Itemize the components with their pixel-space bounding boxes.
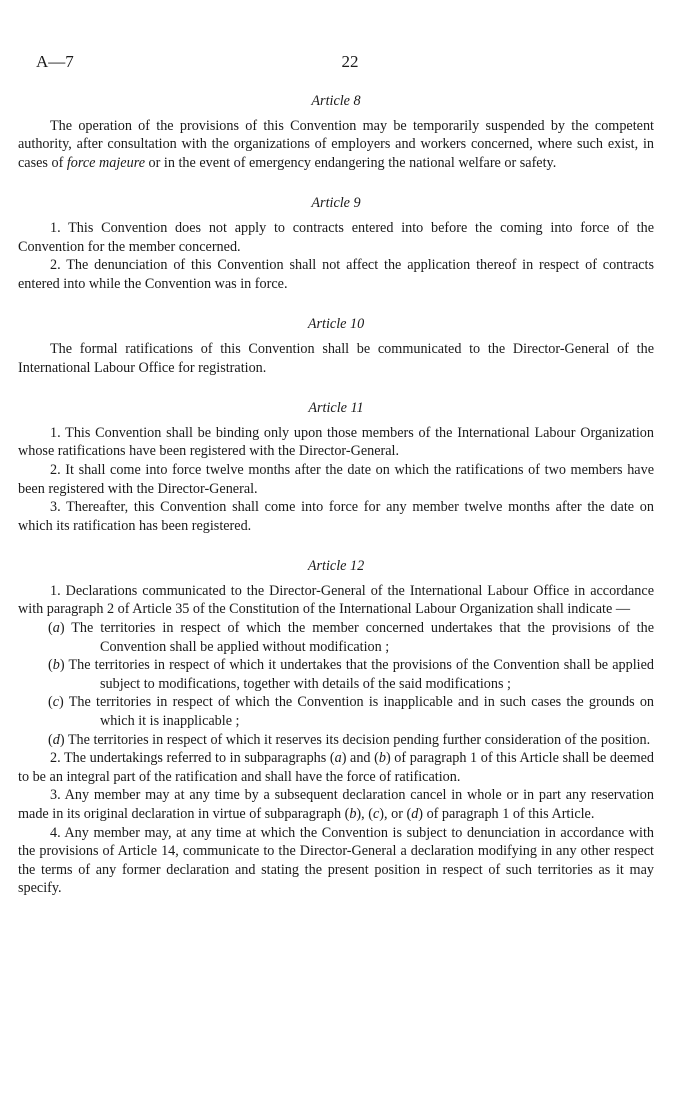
list-item: (d) The territories in respect of which it reserves its decision pending further consideration of the position.: [48, 731, 651, 748]
article-9-paragraph-1: 1. This Convention does not apply to contracts entered into before the coming into force of the Convention for the member concerned.: [18, 219, 654, 255]
article-11-paragraph-3: 3. Thereafter, this Convention shall come into force for any member twelve months after the date on which its ratification has been registered.: [18, 499, 654, 534]
article-11-paragraph-2: 2. It shall come into force twelve months after the date on which the ratifications of two members have been registered with the Director-General.: [18, 461, 654, 497]
article-11-paragraph-1: 1. This Convention shall be binding only upon those members of the International Labour Organization whose ratifications have been registered with the Director-General.: [18, 424, 654, 460]
page-number: 22: [341, 52, 359, 71]
article-12-paragraph-2: 2. The undertakings referred to in subparagraphs (a) and (b) of paragraph 1 of this Article shall be deemed to be an integral part of the ratification and shall have the force of ratification.: [18, 750, 654, 785]
page-header: [28, 52, 672, 76]
list-item: (c) The territories in respect of which the Convention is inapplicable and in such cases the grounds on which it is inapplicable ;: [48, 694, 655, 730]
article-11-heading: Article 11: [308, 400, 364, 417]
list-item: (b) The territories in respect of which it undertakes that the provisions of the Convention shall be applied subject to modifications, together with details of the said modifications ;: [48, 657, 655, 692]
article-9-heading: Article 9: [311, 195, 361, 212]
document-body: [18, 92, 654, 898]
article-9-paragraph-2: 2. The denunciation of this Convention shall not affect the application thereof in respect of contracts entered into while the Convention was in force.: [18, 257, 654, 292]
article-12-paragraph-1: 1. Declarations communicated to the Director-General of the International Labour Office in accordance with paragraph 2 of Article 35 of the Constitution of the International Labour Organization shall indicate —: [18, 582, 654, 618]
document-reference: A—7: [36, 52, 74, 71]
article-12-paragraph-4: 4. Any member may, at any time at which the Convention is subject to denunciation in accordance with the provisions of Article 14, communicate to the Director-General a declaration modifying in any other respect the terms of any former declaration and stating the present position in respect of such territories as it may specify.: [18, 824, 654, 897]
article-10-heading: Article 10: [307, 316, 365, 333]
list-item: (a) The territories in respect of which the member concerned undertakes that the provisions of the Convention shall be applied without modification ;: [48, 620, 655, 655]
article-12-heading: Article 12: [307, 558, 365, 575]
article-8-paragraph: The operation of the provisions of this Convention may be temporarily suspended by the competent authority, after consultation with the organizations of employers and workers concerned, where such exist, in cases of force majeure or in the event of emergency endangering the national welfare or safety.: [18, 117, 654, 171]
article-12-paragraph-3: 3. Any member may at any time by a subsequent declaration cancel in whole or in part any reservation made in its original declaration in virtue of subparagraph (b), (c), or (d) of paragraph 1 of this Article.: [18, 787, 654, 822]
article-8-heading: Article 8: [311, 93, 361, 109]
article-10-paragraph: The formal ratifications of this Convention shall be communicated to the Director-General of the International Labour Office for registration.: [18, 340, 654, 376]
